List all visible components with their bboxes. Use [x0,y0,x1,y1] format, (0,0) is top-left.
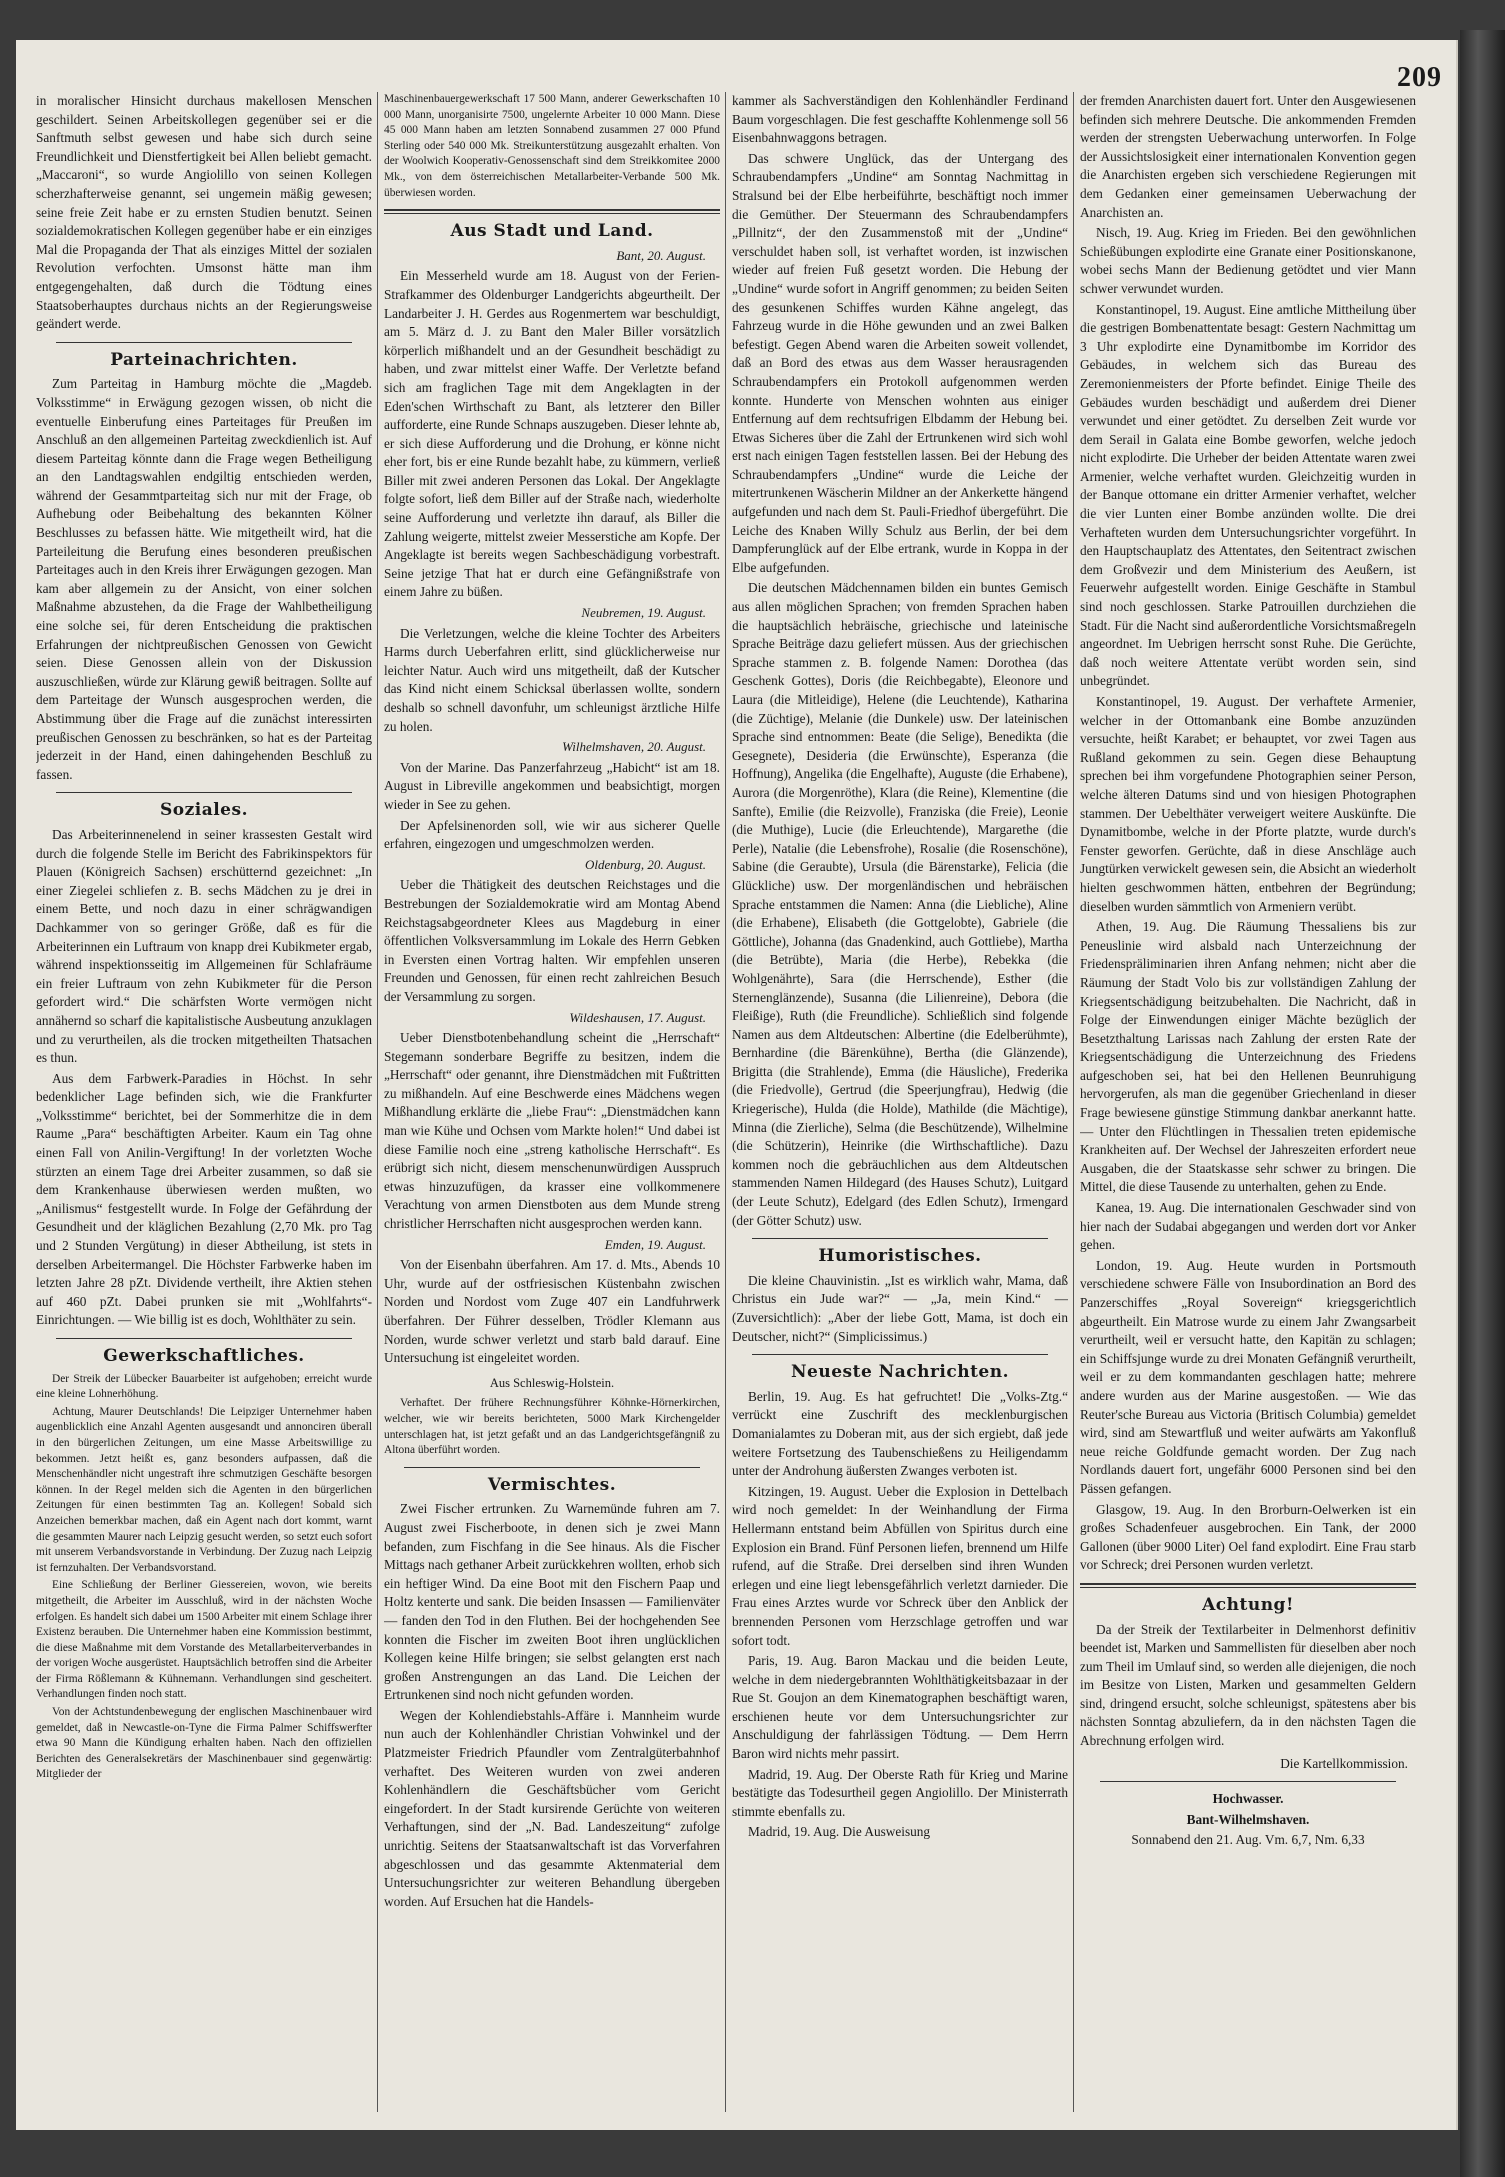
article-paragraph: Maschinenbauergewerkschaft 17 500 Mann, anderer Gewerkschaften 10 000 Mann, unorganisirte 7500, ungelernte Arbeiter 10 000 Mann. Diese 45 000 Mann haben am letzten Sonnabend zusammen 27 000 Pfund Sterling oder 540 000 Mk. Streikunterstützung ausgezahlt erhalten. Von der Woolwich Kooperativ-Genossenschaft sind dem Streikkomitee 2000 Mk., von dem österreichischen Metallarbeiter-Verbande 500 Mk. überwiesen worden. [384,93,720,199]
article-paragraph: Paris, 19. Aug. Baron Mackau und die beiden Leute, welche in dem niedergebrannten Wohlthätigkeitsbazaar in der Rue St. Goujon an dem Kinematographen beschäftigt waren, erschienen heute vor dem Untersuchungsrichter zur Anschuldigung der fahrlässigen Tödtung. — Dem Herrn Baron wird nichts mehr passirt. [732,1653,1068,1762]
column-1 [36,92,372,2112]
article-paragraph: der fremden Anarchisten dauert fort. Unter den Ausgewiesenen befinden sich mehrere Deutsche. Die ankommenden Fremden werden der strengsten Ueberwachung unterworfen. In Folge der Aussichtslosigkeit einer internationalen Konvention gegen die Anarchisten ergeben sich verschiedene Regierungen mit dem Gedanken einer gemeinsamen Ueberwachung der Anarchisten an. [1080,93,1416,220]
article-paragraph: Konstantinopel, 19. August. Eine amtliche Mittheilung über die gestrigen Bombenattentate besagt: Gestern Nachmittag um 3 Uhr explodirte eine Dynamitbombe im Korridor des Gebäudes, in welchem sich das Bureau des Zeremonienmeisters der Pforte befindet. Einige Theile des Gebäudes wurden beschädigt und außerdem drei Diener verwundet und einer getödtet. Zu derselben Zeit wurde vor dem Serail in Galata eine Bombe geworfen, welche jedoch nicht explodirte. Die Urheber der beiden Attentate waren zwei Armenier, welche verhaftet wurden. Gleichzeitig wurden in der Banque ottomane ein dritter Armenier verhaftet, welcher die vier Lunten einer Bombe anzünden wollte. Die drei Verhafteten wurden dem Untersuchungsrichter vorgeführt. In den Hauptschauplatz des Attentates, den Seitentract zwischen dem Großvezir und dem Ministerium des Aeußern, ist Feuerwehr aufgestellt worden. Einige Geschäfte in Stambul sind noch geschlossen. Starke Patrouillen durchziehen die Stadt. Für die Nacht sind außerordentliche Vorsichtsmaßregeln angeordnet. Im Uebrigen herrscht sonst Ruhe. Die Gerüchte, daß noch weitere Attentate verübt worden sein, sind unbegründet. [1080,301,1416,689]
section-heading: Aus Stadt und Land. [450,221,654,242]
article-paragraph: Nisch, 19. Aug. Krieg im Frieden. Bei den gewöhnlichen Schießübungen explodirte eine Granate einer Positionskanone, wobei sechs Mann der Bedienung getödtet und vier Mann schwer verwundet wurden. [1080,225,1416,296]
column-4 [1080,92,1416,2112]
article-paragraph: Madrid, 19. Aug. Der Oberste Rath für Krieg und Marine bestätigte das Todesurtheil gegen Angiolillo. Der Ministerrath stimmte ebenfalls zu. [732,1766,1068,1819]
dateline: Bant, 20. August. [616,247,706,263]
column-rule [725,92,726,2112]
separator [1100,1781,1396,1782]
separator [384,209,720,214]
article-paragraph: Die deutschen Mädchennamen bilden ein buntes Gemisch aus allen möglichen Sprachen; von fremden Sprachen haben die hauptsächlich hebräische, griechische und lateinische Sprache Beiträge dazu geliefert müssen. Aus der griechischen Sprache stammen z. B. folgende Namen: Dorothea (das Geschenk Gottes), Doris (die Reichbegabte), Eleonore und Laura (die Mitleidige), Helene (die Leuchtende), Katharina (die Züchtige), Melanie (die Dunkele) usw. Der lateinischen Sprache sind entnommen: Beate (die Selige), Benedikta (die Gesegnete), Desideria (die Erwünschte), Esperanza (die Hoffnung), Angelika (die Engelhafte), Auguste (die Erhabene), Aurora (die Morgenröthe), Klara (die Reine), Klementine (die Sanfte), Emilie (die Reizvolle), Franziska (die Freie), Leonie (die Muthige), Lucie (die Erleuchtende), Margarethe (die Perle), Natalie (die Lebensfrohe), Rosalie (die Rosenschöne), Sabine (die Geraubte), Ursula (die Bärenstarke), Felicia (die Glückliche) usw. Der morgenländischen und hebräischen Sprache entstammen die Namen: Anna (die Liebliche), Aline (die Erhabene), Elisabeth (die Gottgelobte), Gabriele (die Göttliche), Johanna (das Gnadenkind, auch Gottliebe), Martha (die Betrübte), Maria (die Herbe), Rebekka (die Wohlgenährte), Sara (die Herrschende), Esther (die Sternenglänzende), Susanna (die Lilienreine), Debora (die Fleißige), Ruth (die Freundliche). Schließlich sind folgende Namen aus dem Altdeutschen: Albertine (die Edelberühmte), Bernhardine (die Bärenkühne), Bertha (die Glänzende), Brigitta (die Strahlende), Emma (die Häusliche), Frederika (die Friedvolle), Gertrud (die Speerjungfrau), Hedwig (die Kriegerische), Hulda (die Holde), Mathilde (die Mächtige), Minna (die Zierliche), Selma (die Beschützende), Wilhelmine (die Schützerin), Heinrike (die Wirthschaftliche). Dazu kommen noch die gebräuchlichen aus dem Altdeutschen stammenden Namen Hildegard (des Hauses Schutz), Luitgard (der Leute Schutz), Edelgard (des Edlen Schutz), Irmengard (der Götter Schutz) usw. [732,580,1068,1228]
column-2 [384,92,720,2112]
subheading: Hochwasser. [1212,1791,1284,1807]
article-paragraph: Ein Messerheld wurde am 18. August von der Ferien-Strafkammer des Oldenburger Landgerichts abgeurtheilt. Der Landarbeiter J. H. Gerdes aus Rogenmertem war beschuldigt, am 5. März d. J. zu Bant den Maler Biller vorsätzlich körperlich mißhandelt und an der Gesundheit beschädigt zu haben, und zwar mittelst einer Waffe. Der Verletzte befand sich am fraglichen Tage mit dem Angeklagten in der Eden'schen Wirthschaft zu Bant, als letzterer den Biller aufforderte, eine Runde Schnaps auszugeben. Dieser lehnte ab, er sich diese Aufforderung und die Drohung, er könne nicht eher fort, bis er eine Runde bezahlt habe, zu kümmern, verließ Biller mit zwei anderen Personen das Lokal. Der Angeklagte folgte sofort, ließ dem Biller auf der Straße nach, wiederholte seine Aufforderung und verletzte ihn darauf, als Biller die Zahlung weigerte, mittelst zweier Messerstiche am Kopfe. Der Angeklagte ist bereits wegen Sachbeschädigung vorbestraft. Seine jetzige That hat er durch eine Gefängnißstrafe von einem Jahre zu büßen. [384,268,720,600]
article-paragraph: Da der Streik der Textilarbeiter in Delmenhorst definitiv beendet ist, Marken und Sammellisten für dieselben aber noch zum Theil im Umlauf sind, so werden alle diejenigen, die noch im Besitze von Listen, Marken und gesammelten Geldern sind, dringend ersucht, solche schleunigst, spätestens aber bis nächsten Sonntag abzuliefern, da in den nächsten Tagen die Abrechnung erfolgen wird. [1080,1621,1416,1749]
article-paragraph: Kanea, 19. Aug. Die internationalen Geschwader sind von hier nach der Sudabai abgegangen und werden dort vor Anker gehen. [1080,1200,1416,1253]
article-paragraph: Kitzingen, 19. August. Ueber die Explosion in Dettelbach wird noch gemeldet: In der Weinhandlung der Firma Hellermann entstand beim Abfüllen von Spiritus durch eine Explosion ein Brand. Fünf Personen liefen, brennend um Hilfe rufend, auf die Straße. Drei derselben sind ihren Wunden erlegen und eine liegt lebensgefährlich verletzt darnieder. Die Frau eines Arztes wurde vor Schreck über den Anblick der brennenden Personen vom Herzschlage getroffen und war sofort todt. [732,1483,1068,1648]
column-3 [732,92,1068,2112]
newspaper-page [16,40,1456,2130]
section-heading: Achtung! [1202,1594,1294,1615]
dateline: Wildeshausen, 17. August. [569,1009,706,1025]
article-paragraph: Madrid, 19. Aug. Die Ausweisung [748,1824,931,1840]
section-heading: Vermischtes. [487,1474,617,1495]
article-paragraph: Eine Schließung der Berliner Giessereien, wovon, wie bereits mitgetheilt, die Arbeiter im Ausschluß, wird in der nächsten Woche erfolgen. Es handelt sich dabei um 1500 Arbeiter mit einem Schlage ihrer Existenz berauben. Die Unternehmer haben eine Kommission bestimmt, die diese Maßnahme mit dem Vorstande des Metallarbeiterverbandes in der vorigen Woche ausgerüstet. Hauptsächlich betroffen sind die Arbeiter der Firma Rößlemann & Kühnemann. Verhandlungen sind gescheitert. Verhandlungen finden noch statt. [36,1579,372,1701]
article-paragraph: Aus dem Farbwerk-Paradies in Höchst. In sehr bedenklicher Lage befinden sich, wie die Frankfurter „Volksstimme“ berichtet, bei der Sommerhitze die in dem Raume „Para“ beschäftigten Arbeiter. Kaum ein Tag ohne einen Fall von Anilin-Vergiftung! In der vorletzten Woche stürzten an einem Tage drei Arbeiter zusammen, so daß sie dem Krankenhause überwiesen werden mußten, wo „Anilismus“ festgestellt wurde. In Folge der Gefährdung der Gesundheit und der kläglichen Bezahlung (2,70 Mk. pro Tag und 2 Stunden Vergütung) in dieser Abtheilung, ist stets in derselben Arbeitermangel. Die Höchster Farbwerke haben im letzten Jahre 28 pZt. Dividende vertheilt, ihre Aktien stehen auf 460 pZt. Dabei prunken sie mit „Wohlfahrts“-Einrichtungen. — Wie billig ist es doch, Wohlthäter zu sein. [36,1070,372,1328]
article-paragraph: Wegen der Kohlendiebstahls-Affäre i. Mannheim wurde nun auch der Kohlenhändler Christian Vohwinkel und der Platzmeister Friedrich Pfaundler vom Zentralgüterbahnhof verhaftet. Des Weiteren wurden von zwei anderen Kohlenhändlern die Geschäftsbücher vom Gericht eingefordert. In der Stadt kursirende Gerüchte von weiteren Verhaftungen, sind der „N. Bad. Landeszeitung“ zufolge unrichtig. Seitens der Staatsanwaltschaft ist das Vorverfahren abgeschlossen und das gesammte Aktenmaterial dem Untersuchungsrichter zur weiteren Behandlung übergeben worden. Auf Ersuchen hat die Handels- [384,1707,720,1909]
article-paragraph: Verhaftet. Der frühere Rechnungsführer Köhnke-Hörnerkirchen, welcher, wie wir bereits berichteten, 5000 Mark Kirchengelder unterschlagen hat, ist jetzt gefaßt und an das Landgerichtsgefängniß zu Altona überführt worden. [384,1397,720,1457]
section-heading: Gewerkschaftliches. [103,1346,305,1366]
section-heading: Neueste Nachrichten. [790,1362,1010,1383]
article-paragraph: Berlin, 19. Aug. Es hat gefruchtet! Die „Volks-Ztg.“ verrückt eine Zuschrift des mecklenburgischen Domanialamtes zu Doberan mit, aus der sich ergiebt, daß jede weitere Fortsetzung des Taubenschießens zu Heiligendamm unter der Androhung äußersten Zwanges verboten ist. [732,1388,1068,1479]
tide-line: Sonnabend den 21. Aug. Vm. 6,7, Nm. 6,33 [1131,1832,1365,1848]
binding-edge [1460,30,1505,2177]
column-rule [1073,92,1074,2112]
section-heading: Humoristisches. [818,1246,982,1267]
section-heading: Soziales. [159,800,248,821]
separator [752,1238,1048,1239]
separator [1080,1583,1416,1588]
separator [56,792,352,793]
article-paragraph: Das Arbeiterinnenelend in seiner krassesten Gestalt wird durch die folgende Stelle im Bericht des Fabrikinspektors für Plauen (Königreich Sachsen) erschütternd gezeichnet: „In einer Ziegelei schliefen z. B. sechs Mädchen zu je drei in einem Bette, und noch dazu in einer schrägwandigen Dachkammer von so geringer Größe, daß es für die Arbeiterinnen ein Luftraum von knapp drei Kubikmeter ergab, während inspektionsseitig im Allgemeinen für Schlafräume ein freier Luftraum von zehn Kubikmeter für die Person gefordert wird.“ Die schärfsten Worte vermögen nicht annähernd so scharf die kapitalistische Ausbeutung anzuklagen und zu verurtheilen, als die trocken mitgetheilten Thatsachen es thun. [36,826,372,1066]
dateline: Oldenburg, 20. August. [585,856,706,872]
article-paragraph: Zwei Fischer ertrunken. Zu Warnemünde fuhren am 7. August zwei Fischerboote, in denen sich je zwei Mann befanden, zum Fischfang in die See hinaus. Als die Fischer Mittags nach gethaner Arbeit zurückkehren wollten, erhob sich ein heftiger Wind. Da eine Boot mit den Fischern Paap und Holtz kenterte und sank. Die beiden Insassen — Familienväter — fanden den Tod in den Fluthen. Bei der hochgehenden See konnten die Fischer im zweiten Boot ihren unglücklichen Kollegen keine Hilfe bringen; sie selbst gelangten erst nach großen Anstrengungen an das Land. Die Leichen der Ertrunkenen sind noch nicht gefunden worden. [384,1501,720,1703]
signature-line: Die Kartellkommission. [1280,1755,1408,1771]
article-paragraph: Glasgow, 19. Aug. In den Brorburn-Oelwerken ist ein großes Schadenfeuer ausgebrochen. Ein Tank, der 2000 Gallonen (über 9000 Liter) Oel fand explodirt. Eine Frau starb vor Schreck; drei Personen wurden verletzt. [1080,1501,1416,1573]
article-paragraph: Der Apfelsinenorden soll, wie wir aus sicherer Quelle erfahren, eingezogen und umgeschmolzen werden. [384,817,720,852]
separator [404,1467,700,1468]
article-paragraph: Athen, 19. Aug. Die Räumung Thessaliens bis zur Peneuslinie wird alsbald nach Unterzeichnung der Friedenspräliminarien ihren Anfang nehmen; nicht aber die Räumung der Stadt Volo bis zur vollständigen Zahlung der Kriegsentschädigung beitzubehalten. Die Nachricht, daß in Folge der Einwendungen einiger Mächte bezüglich der Besetzthaltung Larissas nach Zahlung der ersten Rate der Kriegsentschädigung die Unterzeichnung des Friedens aufgeschoben sei, hat bei den Hellenen Beunruhigung hervorgerufen, als man die gegenüber Griechenland in dieser Frage bewiesene günstige Stimmung dankbar anerkannt hatte. — Unter den Flüchtlingen in Thessalien treten epidemische Krankheiten auf. Der Wechsel der Jahreszeiten erfordert neue Ausgaben, die der Staatskasse sehr schwer zu bringen. Die Mittel, die diese Tausende zu unterhalten, gehen zu Ende. [1080,919,1416,1195]
separator [56,342,352,343]
dateline: Emden, 19. August. [604,1236,706,1252]
article-paragraph: Achtung, Maurer Deutschlands! Die Leipziger Unternehmer haben augenblicklich eine Anzahl Agenten ausgesandt und annonciren überall in den bürgerlichen Zeitungen, um eine Masse Arbeitswillige zu bekommen. Jetzt heißt es, ganz besonders aufpassen, daß die Menschenhändler nicht ungestraft ihre schmutzigen Geschäfte besorgen können. In der Regel melden sich die Agenten in den bürgerlichen Zeitungen für einen bestimmten Tag an. Kollegen! Sobald sich Anzeichen bemerkbar machen, daß ein Agent nach dort kommt, warnt die gesammten Maurer nach Leipzig gesucht werden, so setzt euch sofort mit unserem Verbandsvorstande in Verbindung. Der Zuzug nach Leipzig ist fernzuhalten. Der Verbandsvorstand. [36,1405,372,1574]
section-heading: Parteinachrichten. [110,349,298,370]
article-paragraph: Von der Eisenbahn überfahren. Am 17. d. Mts., Abends 10 Uhr, wurde auf der ostfriesischen Küstenbahn zwischen Norden und Nordost vom Zuge 407 ein Landfuhrwerk überfahren. Der Führer desselben, Trödler Klemann aus Norden, wurde schwer verletzt und starb bald darauf. Eine Untersuchung ist eingeleitet worden. [384,1257,720,1366]
column-rule [377,92,378,2112]
separator [56,1338,352,1339]
article-paragraph: Ueber Dienstbotenbehandlung scheint die „Herrschaft“ Stegemann sonderbare Begriffe zu besitzen, indem die „Herrschaft“ oder genannt, ihre Dienstmädchen mit Fußtritten zu mißhandeln. Auf eine Beschwerde eines Mädchens wegen Mißhandlung erklärte die „liebe Frau“: „Dienstmädchen kann man wie Kühe und Ochsen vom Markte holen!“ Und dabei ist diese Familie noch eine „streng katholische Herrschaft“. Es erübrigt sich nicht, diesem menschenunwürdigen Ausspruch etwas hinzuzufügen, da krasser eine vollkommenere Verachtung von armen Dienstboten aus dem Munde streng christlicher Herrschaften nicht ausgesprochen werden kann. [384,1030,720,1232]
subheading: Bant-Wilhelmshaven. [1186,1811,1310,1827]
dateline: Neubremen, 19. August. [581,605,706,621]
article-paragraph: Von der Marine. Das Panzerfahrzeug „Habicht“ ist am 18. August in Libreville angekommen und beabsichtigt, morgen wieder in See zu gehen. [384,759,720,812]
article-paragraph: Der Streik der Lübecker Bauarbeiter ist aufgehoben; erreicht wurde eine kleine Lohnerhöhung. [36,1372,372,1401]
page-number: 209 [1397,62,1442,93]
article-paragraph: kammer als Sachverständigen den Kohlenhändler Ferdinand Baum vorgeschlagen. Die fest geschaffte Kohlenmenge soll 56 Eisenbahnwaggons betragen. [732,93,1068,146]
subheading: Aus Schleswig-Holstein. [489,1375,615,1390]
separator [752,1354,1048,1355]
article-paragraph: Ueber die Thätigkeit des deutschen Reichstages und die Bestrebungen der Sozialdemokratie wird am Montag Abend Reichstagsabgeordneter Klees aus Magdeburg in einer öffentlichen Volksversammlung im Lokale des Herrn Gebken in Eversten einen Vortrag halten. Wir empfehlen unseren Freunden und Genossen, für einen recht zahlreichen Besuch der Versammlung zu sorgen. [384,877,720,1004]
article-paragraph: in moralischer Hinsicht durchaus makellosen Menschen geschildert. Seinen Arbeitskollegen gegenüber sei er die Sanftmuth selbst gewesen und habe sich durch seine Freundlichkeit und Dienstfertigkeit bei Allen beliebt gemacht. „Maccaroni“, so wurde Angiolillo von seinen Kollegen scherzhafterweise genannt, sei ungemein mäßig gewesen; seine freie Zeit habe er zu ernsten Studien benutzt. Seinen sozialdemokratischen Kollegen gegenüber habe er ein einziges Mal die Propaganda der That als einziges Mittel der sozialen Revolution verfochten. Umsonst hätte man ihm entgegengehalten, daß durch die Tödtung eines Staatsoberhauptes durchaus nichts an der Regierungsweise geändert werde. [36,93,372,332]
article-paragraph: London, 19. Aug. Heute wurden in Portsmouth verschiedene schwere Fälle von Insubordination an Bord des Panzerschiffes „Royal Sovereign“ kriegsgerichtlich abgeurtheilt. Ein Matrose wurde zu einem Jahr Zwangsarbeit verurtheilt, weil er versucht hatte, den Kapitän zu schlagen; ein Schiffsjunge wurde zu drei Monaten Gefängniß verurtheilt, weil er zu dem kommandanten geschlagen hatte; mehrere andere wurden aus der Marine ausgestoßen. — Wie das Reuter'sche Bureau aus Victoria (Britisch Columbia) gemeldet wird, sind am Stewartfluß und weiter aufwärts am Yakonfluß neue reiche Goldfunde gemacht worden. Der Zug nach Nordlands dauert fort, ungefähr 6000 Personen sind bei den Pässen gefangen. [1080,1257,1416,1496]
article-paragraph: Das schwere Unglück, das der Untergang des Schraubendampfers „Undine“ am Sonntag Nachmittag in Stralsund bei der Elbe herbeiführte, beschäftigt noch immer die Gemüther. Der Steuermann des Schraubendampfers „Pillnitz“, der den Zusammenstoß mit der „Undine“ verschuldet haben soll, ist verhaftet worden, ist inzwischen wieder auf freien Fuß gesetzt worden. Die Hebung der „Undine“ wurde sofort in Angriff genommen; zu beiden Seiten des gesunkenen Schiffes wurden Kähne angelegt, das Fahrzeug wurde in die Höhe gewunden und an zwei Balken befestigt. Gegen Abend waren die Arbeiten soweit vollendet, daß an Bord des etwas aus dem Wasser herausragenden Schraubendampfers ein Protokoll aufgenommen werden konnte. Hunderte von Menschen wohnten aus einiger Entfernung auf dem rechtsufrigen Elbdamm der Hebung bei. Etwas Sicheres über die Zahl der Ertrunkenen wird sich wohl erst nach einigen Tagen feststellen lassen. Bei der Hebung des Schraubendampfers „Undine“ wurde die Leiche der mitertrunkenen Wäscherin Mildner an der Ankerkette hängend aufgefunden und nach dem St. Pauli-Friedhof übergeführt. Die Leiche des Knaben Willy Schulz aus Berlin, der bei dem Dampferunglück auf der Elbe ertrank, wurde in Koppa in der Elbe aufgefunden. [732,150,1068,575]
article-paragraph: Konstantinopel, 19. August. Der verhaftete Armenier, welcher in der Ottomanbank eine Bombe anzuzünden versuchte, heißt Karabet; er behauptet, vor zwei Tagen aus Rußland gekommen zu sein. Gegen diese Behauptung sprechen bei ihm vorgefundene Photographien seiner Person, welche älteren Datums sind und von hiesigen Photographen stammen. Der Uebelthäter verweigert weitere Auskünfte. Die Dynamitbombe, welche in der Pforte platzte, wurde durch's Fenster geworfen. Gerüchte, daß in diese Anschläge auch Jungtürken verwickelt gewesen sein, die Absicht an wiederholt hielten geschwommen hätten, entbehren der Begründung; dieselben wurden sämmtlich von Armeniern verübt. [1080,694,1416,914]
article-paragraph: Von der Achtstundenbewegung der englischen Maschinenbauer wird gemeldet, daß in Newcastle-on-Tyne die Firma Palmer Schiffswerfter etwa 90 Mann die Kündigung erhalten haben. Nach den offiziellen Berichten des Generalsekretärs der Maschinenbauer sind gegenwärtig: Mitglieder der [36,1706,372,1781]
article-paragraph: Die kleine Chauvinistin. „Ist es wirklich wahr, Mama, daß Christus ein Jude war?“ — „Ja, mein Kind.“ — (Zuversichtlich): „Aber der liebe Gott, Mama, ist doch ein Deutscher, nicht?“ (Simplicissimus.) [732,1272,1068,1344]
article-paragraph: Zum Parteitag in Hamburg möchte die „Magdeb. Volksstimme“ in Erwägung gezogen wissen, ob nicht die eventuelle Einberufung eines Parteitages für Preußen im Anschluß an den allgemeinen Parteitag zweckdienlich ist. Auf diesem Parteitag könnte dann die Frage wegen Betheiligung an den Landtagswahlen endgiltig entschieden werden, während der Gesammtparteitag sich nur mit der Frage, ob Aufhebung oder Beibehaltung des bekannten Kölner Beschlusses zu befassen hätte. Wie mitgetheilt wird, hat die Parteileitung die Berufung eines besonderen preußischen Parteitages auch in den Kreis ihrer Erwägungen gezogen. Man kam aber allgemein zu der Ansicht, von einer solchen Maßnahme abzustehen, da die Frage der Wahlbetheiligung eine solche sei, für deren Entscheidung die praktischen Erfahrungen der nichtpreußischen Genossen von Gewicht seien. Diese Genossen allein von der Diskussion auszuschließen, würde zur Klärung gewiß beitragen. Sollte auf dem Parteitage der Wunsch ausgesprochen werden, die Abstimmung über die Frage auf die zunächst interessirten preußischen Genossen zu beschränken, so hat es der Parteitag jederzeit in der Hand, einen dahingehenden Beschluß zu fassen. [36,376,372,782]
dateline: Wilhelmshaven, 20. August. [562,739,706,755]
article-paragraph: Die Verletzungen, welche die kleine Tochter des Arbeiters Harms durch Ueberfahren erlitt, sind glücklicherweise nur leichter Natur. Auch wird uns mitgetheilt, daß der Kutscher das Kind nicht einem Schicksal überlassen wollte, sondern deshalb so schnell davonfuhr, um schleunigst ärztliche Hilfe zu holen. [384,625,720,734]
